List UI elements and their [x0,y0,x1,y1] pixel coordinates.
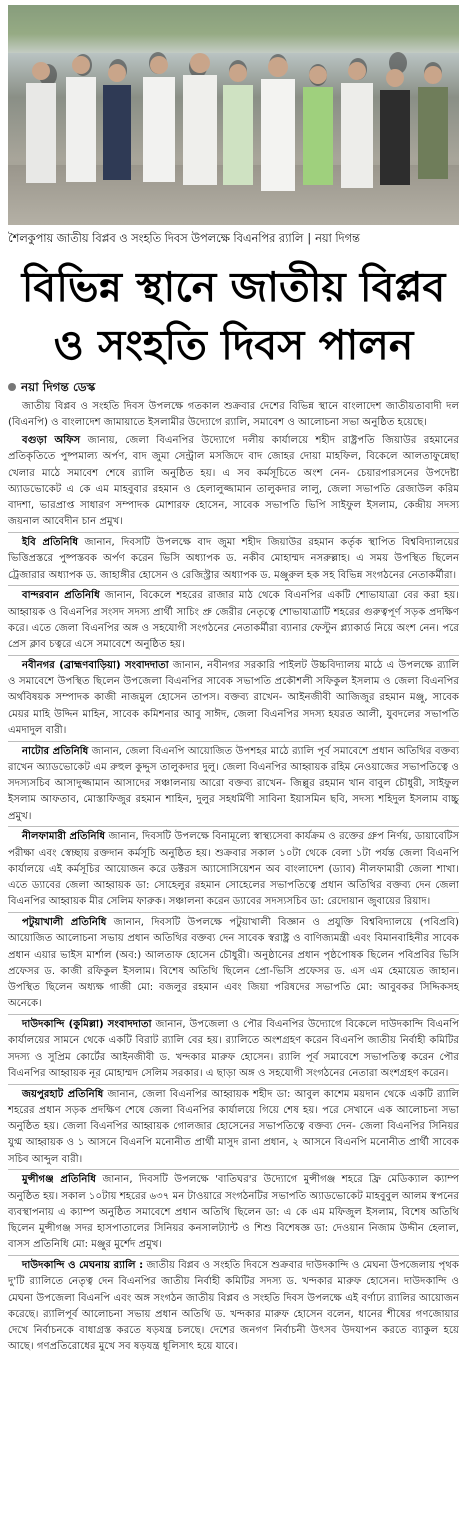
report-source: নাটোর প্রতিনিধি [22,745,89,757]
headline [8,258,459,374]
report-text: জানান, জেলা বিএনপির আহ্বায়ক শহীদ ডা: আবুল কাশেম ময়দান থেকে একটি র‌্যালি শহরের প্রধান সড়ক প্রদক্ষিণ শেষে জেলা বিএনপির কার্যালয়ে গিয়ে শেষ হয়। পরে সেখানে এক আলোচনা সভা অনুষ্ঠিত হয়। জেলা বিএনপির আহ্বায়ক গোলজার হোসেনের সভাপতিত্বে বক্তব্য দেন- জেলা বিএনপির সিনিয়র যুগ্ম আহ্বায়ক ও ১ আসনে বিএনপি মনোনীত প্রার্থী মাসুদ রানা প্রধান, ২ আসনে বিএনপি মনোনীত প্রার্থী সাবেক সচিব আব্দুল বারী। [8,1088,460,1165]
report-divider [8,741,459,742]
report-divider [8,585,459,586]
photo-caption: শৈলকুপায় জাতীয় বিপ্লব ও সংহতি দিবস উপলক্ষে বিএনপির র‌্যালি | নয়া দিগন্ত [8,232,360,245]
report-divider [8,912,459,913]
report-source: দাউদকান্দি ও মেঘনায় র‌্যালি : [22,1260,144,1271]
report-text: জানান, নবীনগর সরকারি পাইলট উচ্চবিদ্যালয় মাঠে এ উপলক্ষে র‌্যালি ও সমাবেশে উপস্থিত ছিলেন উপজেলা বিএনপির সাবেক সভাপতি প্রকৌশলী সফিকুল ইসলাম ও জেলা বিএনপির অর্থবিষয়ক সম্পাদক কাজী নাজমুল হোসেন তাপস। বক্তব্য রাখেন- আইনজীবী আজিজুর রহমান মঞ্জু, সাবেক মেয়র মাহি উদ্দিন মাহিন, সাবেক কমিশনার আবু সাঈদ, জেলা বিএনপির সদস্য হযরত আলী, যুবদলের সভাপতি এমদাদুল বারী। [8,659,459,736]
report-paragraph [8,1172,459,1253]
report-paragraph [8,535,459,584]
report-paragraph [8,744,459,825]
report-divider [8,1255,459,1256]
report-text: জানান, জেলা বিএনপি আয়োজিত উপশহর মাঠে র‌্যালি পূর্ব সমাবেশে প্রধান অতিথির বক্তব্য রাখেন অ্যাডভোকেট এম রুহুল কুদ্দুস তালুকদার দুলু। জেলা বিএনপির আহ্বায়ক রহিম নেওয়াজের সভাপতিত্বে ও সদস্যসচিব আসাদুজ্জামান আসাদের সঞ্চালনায় আরো বক্তব্য রাখেন- জিল্লুর রহমান খান বাবুল চৌধুরী, সাইফুল ইসলাম আফতাব, মোস্তাফিজুর রহমান শাহিন, দুলুর সহধর্মিণী সাবিনা ইয়াসমিন ছবি, সদস্য শহিদুল ইসলাম বাচ্চু প্রমুখ। [8,745,460,822]
report-source: পটুয়াখালী প্রতিনিধি [22,917,107,928]
report-paragraph [8,829,459,910]
report-list [8,433,459,1356]
caption-text: শৈলকুপায় জাতীয় বিপ্লব ও সংহতি দিবস উপলক্ষে বিএনপির র‌্যালি [8,232,304,245]
report-paragraph [8,433,459,531]
report-text: জানান, দিবসটি উপলক্ষে বিনামূল্যে স্বাস্থ্যসেবা কার্যক্রম ও রক্তের গ্রুপ নির্ণয়, ডায়াবেটিস পরীক্ষা এবং স্বেচ্ছায় রক্তদান কর্মসূচি অনুষ্ঠিত হয়। শুক্রবার সকাল ১০টা থেকে বেলা ১টা পর্যন্ত জেলা বিএনপি কার্যালয়ে এই কর্মসূচির আয়োজন করে ডক্টরস অ্যাসোসিয়েশন অব বাংলাদেশ (ড্যাব) নীলফামারী জেলা শাখা। এতে ড্যাবের জেলা আহ্বায়ক ডা: সোহেলুর রহমান সোহেলের সভাপতিত্বে প্রধান অতিথির বক্তব্য দেন জেলা বিএনপির আহ্বায়ক মীর সেলিম ফারুক। সঞ্চালনা করেন ড্যাবের সদস্যসচিব ডা: রেদোয়ান জুবায়ের রিয়াদ। [8,831,460,908]
report-paragraph [8,1087,459,1168]
rally-crowd-illustration [8,5,459,225]
report-text: জানান, উপজেলা ও পৌর বিএনপির উদ্যোগে বিকেলে দাউদকান্দি বিএনপি কার্যালয়ের সামনে থেকে একটি বিরাট র‌্যালি বের হয়। র‌্যালিতে অংশগ্রহণ করেন বিএনপি জাতীয় নির্বাহী কমিটির সদস্য ও সুপ্রিম কোর্টের আইনজীবী ড. খন্দকার মারুফ হোসেন। র‌্যালি পূর্ব সমাবেশে সভাপতিত্ব করেন পৌর বিএনপির আহ্বায়ক নূর মোহাম্মদ সেলিম সরকার। এ ছাড়া অঙ্গ ও সহযোগী সংগঠনের নেতারা অংশগ্রহণ করেন। [8,1019,460,1079]
report-text: জানান, দিবসটি উপলক্ষে পটুয়াখালী বিজ্ঞান ও প্রযুক্তি বিশ্ববিদ্যালয়ে (পবিপ্রবি) আয়োজিত আলোচনা সভায় প্রধান অতিথির বক্তব্য দেন সাবেক স্বরাষ্ট্র ও বাণিজ্যমন্ত্রী এবং বিমানবাহিনীর সাবেক প্রধান এয়ার ভাইস মার্শাল (অব:) আলতাফ হোসেন চৌধুরী। অনুষ্ঠানের প্রধান পৃষ্ঠপোষক ছিলেন পবিপ্রবির ভিসি প্রফেসর ড. কাজী রফিকুল ইসলাম। বিশেষ অতিথি ছিলেন প্রো-ভিসি প্রফেসর ড. এস এম হেমায়েত জাহান। উপস্থিত ছিলেন অধ্যক্ষ গাজী মো: বজলুর রহমান এবং জিয়া পরিষদের সভাপতি মো: আবুবকর সিদ্দিকসহ অনেকে। [8,917,459,1010]
byline [8,378,95,396]
report-source: মুন্সীগঞ্জ প্রতিনিধি [22,1174,96,1186]
report-source: নীলফামারী প্রতিনিধি [22,831,106,843]
headline-line-2: ও সংহতি দিবস পালন [53,321,414,369]
report-source: দাউদকান্দি (কুমিল্লা) সংবাদদাতা [22,1019,152,1030]
report-text: জাতীয় বিপ্লব ও সংহতি দিবসে শুক্রবার দাউদকান্দি ও মেঘনা উপজেলায় পৃথক দু'টি র‌্যালিতে নেতৃত্ব দেন বিএনপির জাতীয় নির্বাহী কমিটির সদস্য ড. খন্দকার মারুফ হোসেন। দাউদকান্দি ও মেঘনা উপজেলা বিএনপি এবং অঙ্গ সংগঠন জাতীয় বিপ্লব ও সংহতি দিবস উপলক্ষে এই বর্ণাঢ্য র‌্যালির আয়োজন করেছে। র‌্যালিপূর্ব আলোচনা সভায় প্রধান অতিথি ড. খন্দকার মারুফ হোসেন বলেন, ধানের শীষের গণজোয়ার দেখে নির্বাচনকে বাধাগ্রস্ত করতে ষড়যন্ত্র চলছে। দেশের জনগণ নির্বাচনী উৎসব উদযাপন করতে ব্যাকুল হয়ে আছে। গণপ্রতিরোধের মুখে সব ষড়যন্ত্র ধূলিসাৎ হয়ে যাবে। [8,1260,459,1353]
report-text: জানান, দিবসটি উপলক্ষে বাদ জুমা শহীদ জিয়াউর রহমান কর্তৃক স্থাপিত বিশ্ববিদ্যালয়ের ভিত্তিপ্রস্তরে পুষ্পস্তবক অর্পণ করেন ভিসি অধ্যাপক ড. নকীব মোহাম্মদ নসরুল্লাহ। এ সময় উপস্থিত ছিলেন ট্রেজারার অধ্যাপক ড. জাহাঙ্গীর হোসেন ও রেজিস্ট্রার অধ্যাপক ড. মঞ্জুরুল হক সহ বিভিন্ন সংগঠনের নেতাকর্মীরা। [8,537,460,581]
report-source: নবীনগর (ব্রাহ্মণবাড়িয়া) সংবাদদাতা [22,659,169,671]
report-source: বগুড়া অফিস [22,435,81,446]
intro-paragraph: জাতীয় বিপ্লব ও সংহতি দিবস উপলক্ষে গতকাল শুক্রবার দেশের বিভিন্ন স্থানে বাংলাদেশ জাতীয়তাবাদী দল (বিএনপি) ও বাংলাদেশ জামায়াতে ইসলামীর উদ্যোগে র‌্যালি, সমাবেশ ও আলোচনা সভা অনুষ্ঠিত হয়েছে। [8,401,459,429]
report-paragraph [8,915,459,1013]
report-source: ইবি প্রতিনিধি [22,537,79,548]
report-divider [8,1084,459,1085]
caption-credit: নয়া দিগন্ত [315,232,360,245]
report-source: বান্দরবান প্রতিনিধি [22,590,100,602]
report-paragraph [8,1258,459,1356]
report-divider [8,826,459,827]
report-text: জানান, বিকেলে শহরের রাজার মাঠ থেকে বিএনপির একটি শোভাযাত্রা বের করা হয়। আহ্বায়ক ও বিএনপির সংসদ সদস্য প্রার্থী সাচিং প্রু জেরীর নেতৃত্বে শোভাযাত্রাটি শহরের গুরুত্বপূর্ণ সড়ক প্রদক্ষিণ করে। এতে জেলা বিএনপির অঙ্গ ও সহযোগী সংগঠনের নেতাকর্মীরা ব্যানার ফেস্টুন প্ল্যাকার্ড নিয়ে অংশ নেন। পরে প্রেস ক্লাব চত্বরে এসে সমাবেশে অনুষ্ঠিত হয়। [8,590,460,650]
article-body [8,399,459,1357]
report-text: জানান, দিবসটি উপলক্ষে 'বাতিঘর'র উদ্যোগে মুন্সীগঞ্জ শহরে ফ্রি মেডিক্যাল ক্যাম্প অনুষ্ঠিত হয়। সকাল ১০টায় শহরের ৬৩৭ মন টাওয়ারে সংগঠনটির সভাপতি অ্যাডভোকেট মাহবুবুল আলম স্বপনের ব্যবস্থাপনায় এ ক্যাম্প অনুষ্ঠিত সমাবেশে প্রধান অতিথি ছিলেন ডা: এ কে এম মফিজুল ইসলাম, বিশেষ অতিথি ছিলেন মুন্সীগঞ্জ সদর হাসপাতালের সিনিয়র কনসালট্যান্ট ও শিশু বিশেষজ্ঞ ডা: দেওয়ান নিজাম উদ্দীন হেলাল, বাসস প্রতিনিধি মো: মঞ্জুর মুর্শেদ প্রমুখ। [8,1174,460,1251]
headline-line-1: বিভিন্ন স্থানে জাতীয় বিপ্লব [21,263,446,311]
report-text: জানায়, জেলা বিএনপির উদ্যোগে দলীয় কার্যালয়ে শহীদ রাষ্ট্রপতি জিয়াউর রহমানের প্রতিকৃতিতে পুষ্পমাল্য অর্পণ, বাদ জুমা সেন্ট্রাল মসজিদে বাদ জোহর দোয়া মাহফিল, বিকেলে আলতাফুন্নেছা খেলার মাঠে সমাবেশ শেষে র‌্যালি অনুষ্ঠিত হয়। এ সব কর্মসূচিতে অংশ নেন- চেয়ারপারসনের উপদেষ্টা অ্যাডভোকেট এ কে এম মাহবুবার রহমান ও হেলালুজ্জামান তালুকদার লালু, জেলা সভাপতি রেজাউল করিম বাদশা, ভারপ্রাপ্ত সাধারণ সম্পাদক মোশারফ হোসেন, সাবেক সভাপতি ভিপি সাইফুল ইসলাম, কেন্দ্রীয় সদস্য জয়নাল আবেদীন চান প্রমুখ। [8,435,460,528]
report-paragraph [8,1017,459,1082]
byline-text: নয়া দিগন্ত ডেস্ক [21,380,96,394]
report-divider [8,1169,459,1170]
report-divider [8,1014,459,1015]
rally-photo [8,5,459,225]
report-divider [8,532,459,533]
bullet-icon [8,383,16,391]
report-paragraph [8,588,459,653]
report-source: জয়পুরহাট প্রতিনিধি [22,1088,104,1100]
report-paragraph [8,658,459,739]
report-divider [8,655,459,656]
